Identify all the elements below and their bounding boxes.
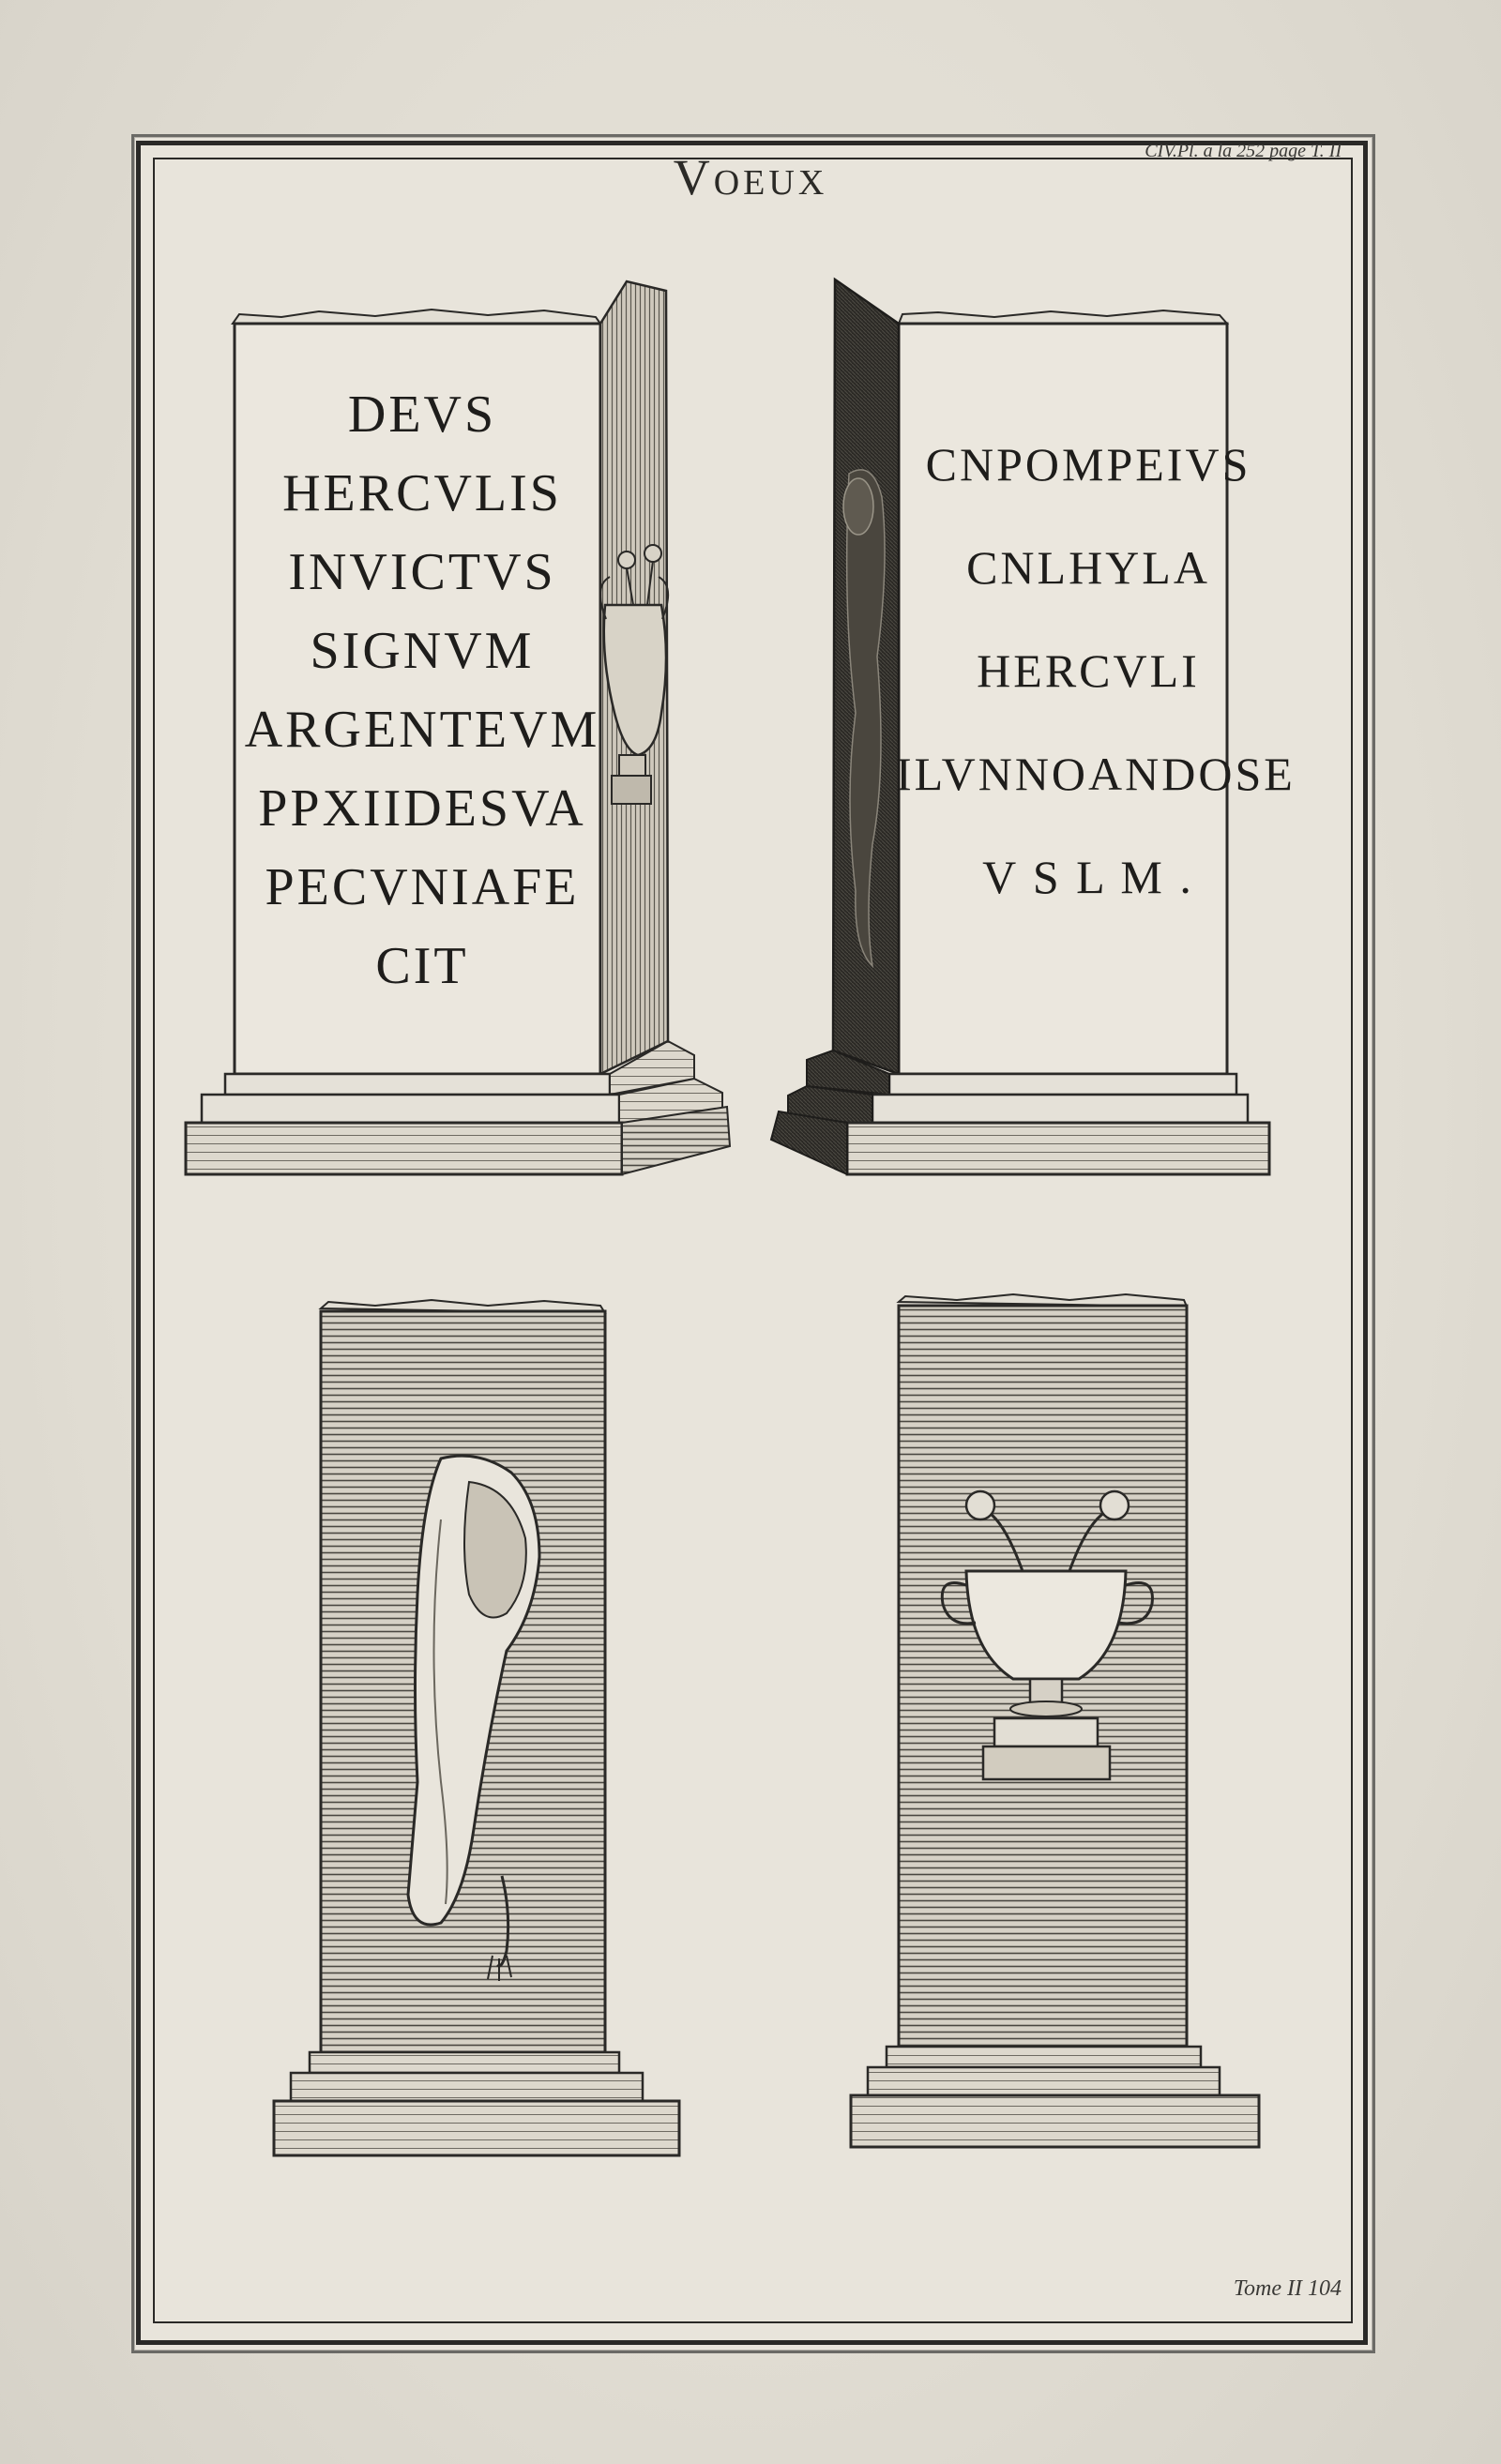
- inscription-line: ILVNNOANDOSE: [896, 748, 1296, 800]
- inscription-line: SIGNVM: [310, 622, 535, 680]
- inscription-line: CNLHYLA: [966, 541, 1210, 594]
- lower-left-altar: [274, 1300, 679, 2155]
- inscription-line: HERCVLI: [977, 644, 1200, 697]
- inscription-line: INVICTVS: [288, 543, 556, 601]
- plate-reference: CIV.Pl. a la 252 page T. II: [1145, 141, 1342, 161]
- inscription-line: CNPOMPEIVS: [925, 438, 1251, 491]
- inscription-line: HERCVLIS: [282, 464, 562, 522]
- inscription-line: V S L M .: [982, 851, 1194, 903]
- left-altar-inscription: [235, 375, 610, 1005]
- inscription-line: ARGENTEVM: [244, 701, 600, 759]
- inscription-line: DEVS: [347, 385, 497, 444]
- inscription-line: PECVNIAFE: [265, 858, 580, 916]
- lower-right-altar: [851, 1294, 1259, 2147]
- plate-title: Voeux: [673, 149, 828, 205]
- inscription-line: PPXIIDESVA: [258, 779, 586, 838]
- right-altar-inscription: [896, 413, 1296, 929]
- inscription-line: CIT: [375, 937, 469, 995]
- volume-page-footer: Tome II 104: [1233, 2276, 1342, 2301]
